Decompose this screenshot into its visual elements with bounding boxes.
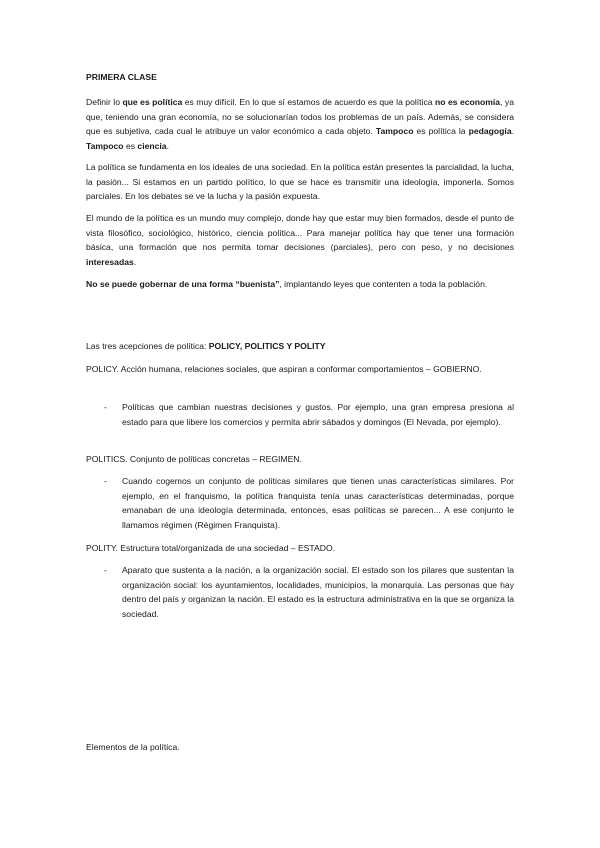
dash-bullet: - bbox=[104, 565, 107, 575]
paragraph-definition: Definir lo que es política es muy difícil. En lo que sí estamos de acuerdo es que la política no es economía, ya que, teniendo una gran economía, no se solucionarían todos los problemas de un país. Además, se considera que es subjetiva, cada cual le atribuye un valor económico a cada objeto. Tampoco es política la pedagogía. Tampoco es ciencia. bbox=[86, 97, 515, 151]
polity-list-item bbox=[104, 563, 514, 621]
politics-definition: POLITICS. Conjunto de políticas concretas – REGIMEN. bbox=[86, 454, 302, 464]
politics-item-text: Cuando cogemos un conjunto de políticas similares que tienen unas características similares. Por ejemplo, en el franquismo, la política franquista tenía unas características determinadas, porque emanaban de una ideología determinada, entonces, esas políticas se parecen... A ese conjunto le llamamos régimen (Régimen Franquista). bbox=[122, 476, 514, 530]
politics-list-item bbox=[104, 474, 514, 532]
policy-list-item bbox=[104, 400, 514, 429]
acepciones-heading: Las tres acepciones de política: POLICY, POLITICS Y POLITY bbox=[86, 341, 326, 351]
polity-definition: POLITY. Estructura total/organizada de una sociedad – ESTADO. bbox=[86, 543, 336, 553]
page-title: PRIMERA CLASE bbox=[86, 72, 157, 82]
dash-bullet: - bbox=[104, 402, 107, 412]
paragraph-buenista: No se puede gobernar de una forma “buenista”, implantando leyes que contenten a toda la población. bbox=[86, 279, 488, 289]
polity-item-text: Aparato que sustenta a la nación, a la organización social. El estado son los pilares que sustentan la organización social: los ayuntamientos, localidades, municipios, la monarquía. Las personas que hay dentro del país y organizan la nación. El estado es la estructura administrativa en la que se organiza la sociedad. bbox=[122, 565, 514, 619]
elementos-heading: Elementos de la política. bbox=[86, 742, 180, 752]
dash-bullet: - bbox=[104, 476, 107, 486]
paragraph-complexity: El mundo de la política es un mundo muy complejo, donde hay que estar muy bien formados, desde el punto de vista filosófico, sociológico, histórico, ciencia política... Para manejar política hay que tener una formación básica, una formación que nos permita tomar decisiones (parciales), pero con peso, y no decisiones interesadas. bbox=[86, 213, 514, 267]
paragraph-ideals: La política se fundamenta en los ideales de una sociedad. En la política están presentes la parcialidad, la lucha, la pasión... Si estamos en un partido político, lo que se hace es transmitir una ideología, imponerla. Somos parciales. En los debates se ve la lucha y la pasión expuesta. bbox=[86, 162, 514, 201]
policy-item-text: Políticas que cambian nuestras decisiones y gustos. Por ejemplo, una gran empresa presiona al estado para que libere los comercios y permita abrir sábados y domingos (El Nevada, por ejemplo). bbox=[122, 402, 514, 427]
policy-definition: POLICY. Acción humana, relaciones sociales, que aspiran a conformar comportamientos – GOBIERNO. bbox=[86, 364, 482, 374]
